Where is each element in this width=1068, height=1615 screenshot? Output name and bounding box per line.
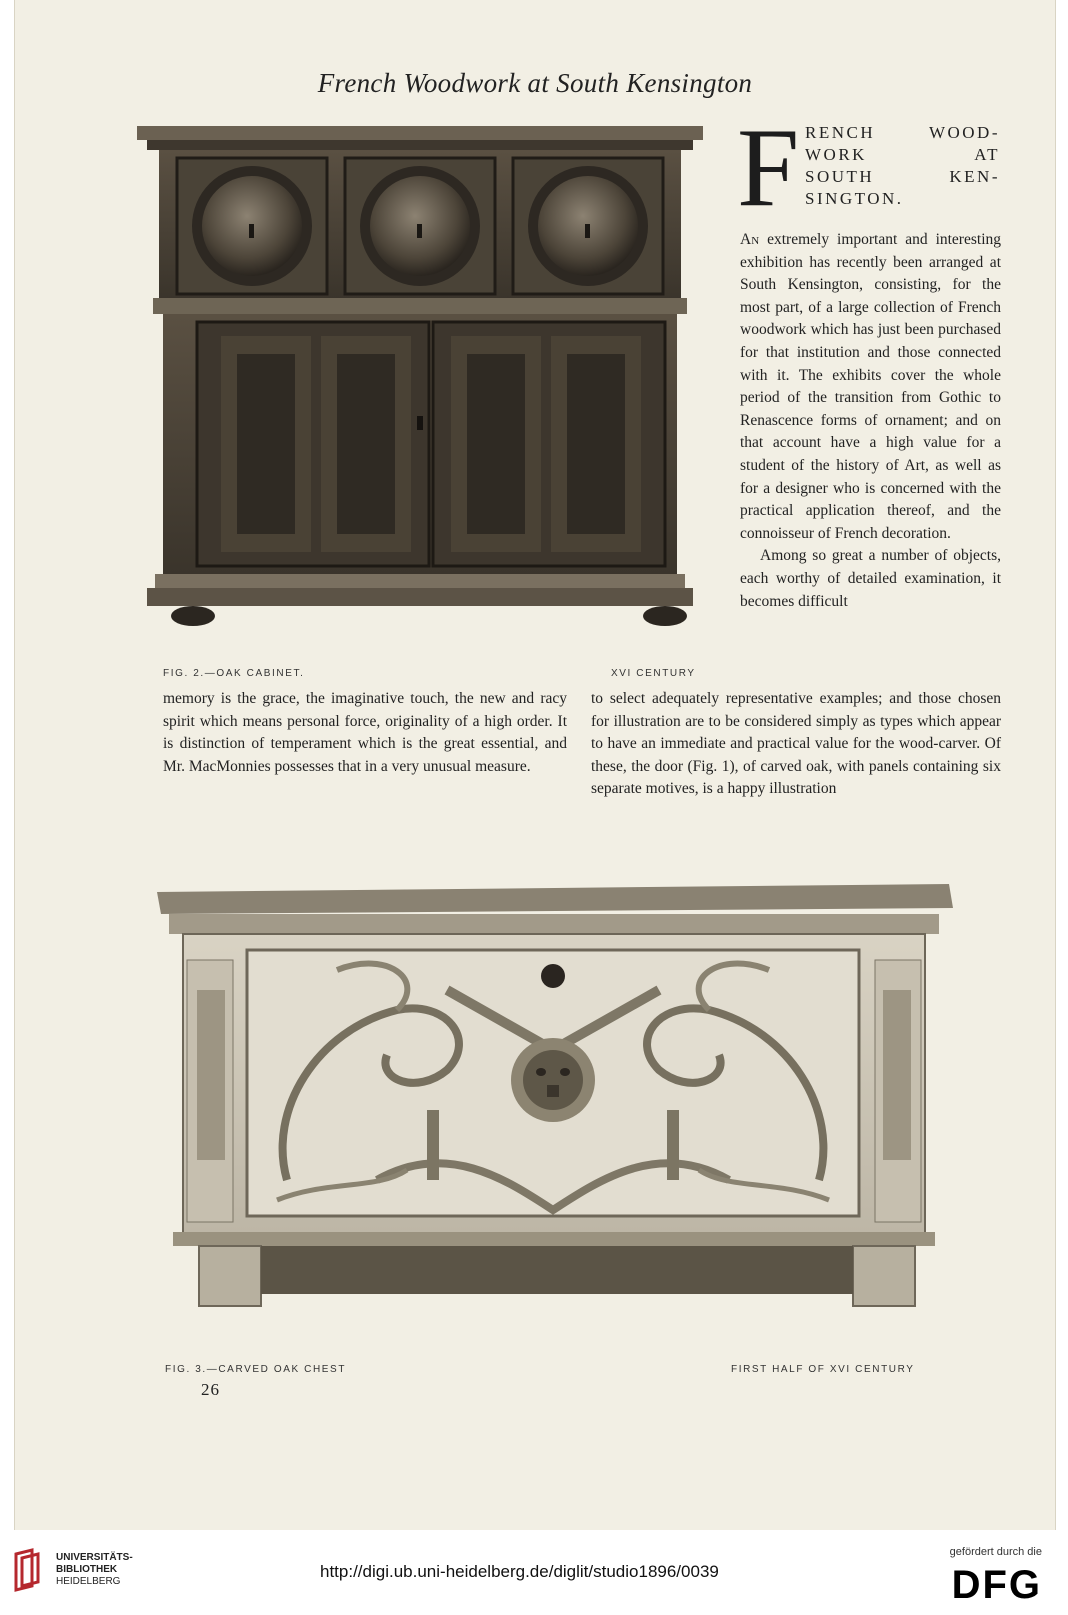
cabinet-caption-right: XVI CENTURY [611, 668, 696, 679]
funding-label: gefördert durch die [949, 1546, 1042, 1558]
paragraph-2: Among so great a number of objects, each worthy of detailed examination, it becomes difficult [740, 547, 1001, 610]
heading-line: SOUTH KEN- [805, 167, 1000, 186]
paragraph-lead: An [740, 231, 760, 248]
carved-oak-chest-photo [147, 880, 959, 1340]
article-column-right [740, 229, 1001, 613]
library-name-line: BIBLIOTHEK [56, 1564, 118, 1575]
heading-text [805, 122, 1000, 210]
scanned-page [14, 0, 1056, 1530]
paragraph-2-continued: to select adequately representative examples; and those chosen for illustration are to be considered simply as types which appear to have an immediate and practical value for the wood-carver. Of these, the door (Fig. 1), of carved oak, with panels containing six separate motives, is a happy illustration [591, 690, 1001, 798]
cabinet-caption-left: FIG. 2.—OAK CABINET. [163, 668, 305, 679]
library-name-line: HEIDELBERG [56, 1576, 121, 1587]
heading-line: SINGTON. [805, 189, 904, 208]
oak-cabinet-photo [137, 122, 703, 634]
chest-caption-right: FIRST HALF OF XVI CENTURY [731, 1364, 915, 1375]
heading-line: RENCH WOOD- [805, 123, 1000, 142]
permalink-url[interactable]: http://digi.ub.uni-heidelberg.de/diglit/studio1896/0039 [320, 1562, 719, 1581]
previous-article-ending: memory is the grace, the imaginative touch, the new and racy spirit which means personal force, originality of a high order. It is distinction of temperament which is the great essential, and Mr. MacMonnies possesses that in a very unusual measure. [163, 690, 567, 775]
digitization-footer [0, 1530, 1068, 1615]
library-name-line: UNIVERSITÄTS- [56, 1552, 133, 1563]
drop-cap: F [737, 106, 800, 230]
library-name [56, 1552, 133, 1588]
article-heading [737, 106, 1002, 230]
dfg-logo: DFG [951, 1563, 1042, 1607]
paragraph-1-text: extremely important and interesting exhibition has recently been arranged at South Kensington, consisting, for the most part, of a large collection of French woodwork which has just been purchased for that institution and those connected with it. The exhibits cover the whole period of the transition from Gothic to Renascence forms of ornament; and on that account have a high value for a student of the history of Art, as well as for a designer who is concerned with the practical application thereof, and the connoisseur of French decoration. [740, 231, 1001, 542]
page-number: 26 [201, 1380, 220, 1399]
heading-line: WORK AT [805, 145, 1000, 164]
library-logo-icon [10, 1548, 50, 1597]
running-title: French Woodwork at South Kensington [317, 68, 753, 98]
paragraph-1 [740, 229, 1001, 545]
chest-caption-left: FIG. 3.—CARVED OAK CHEST [165, 1364, 347, 1375]
